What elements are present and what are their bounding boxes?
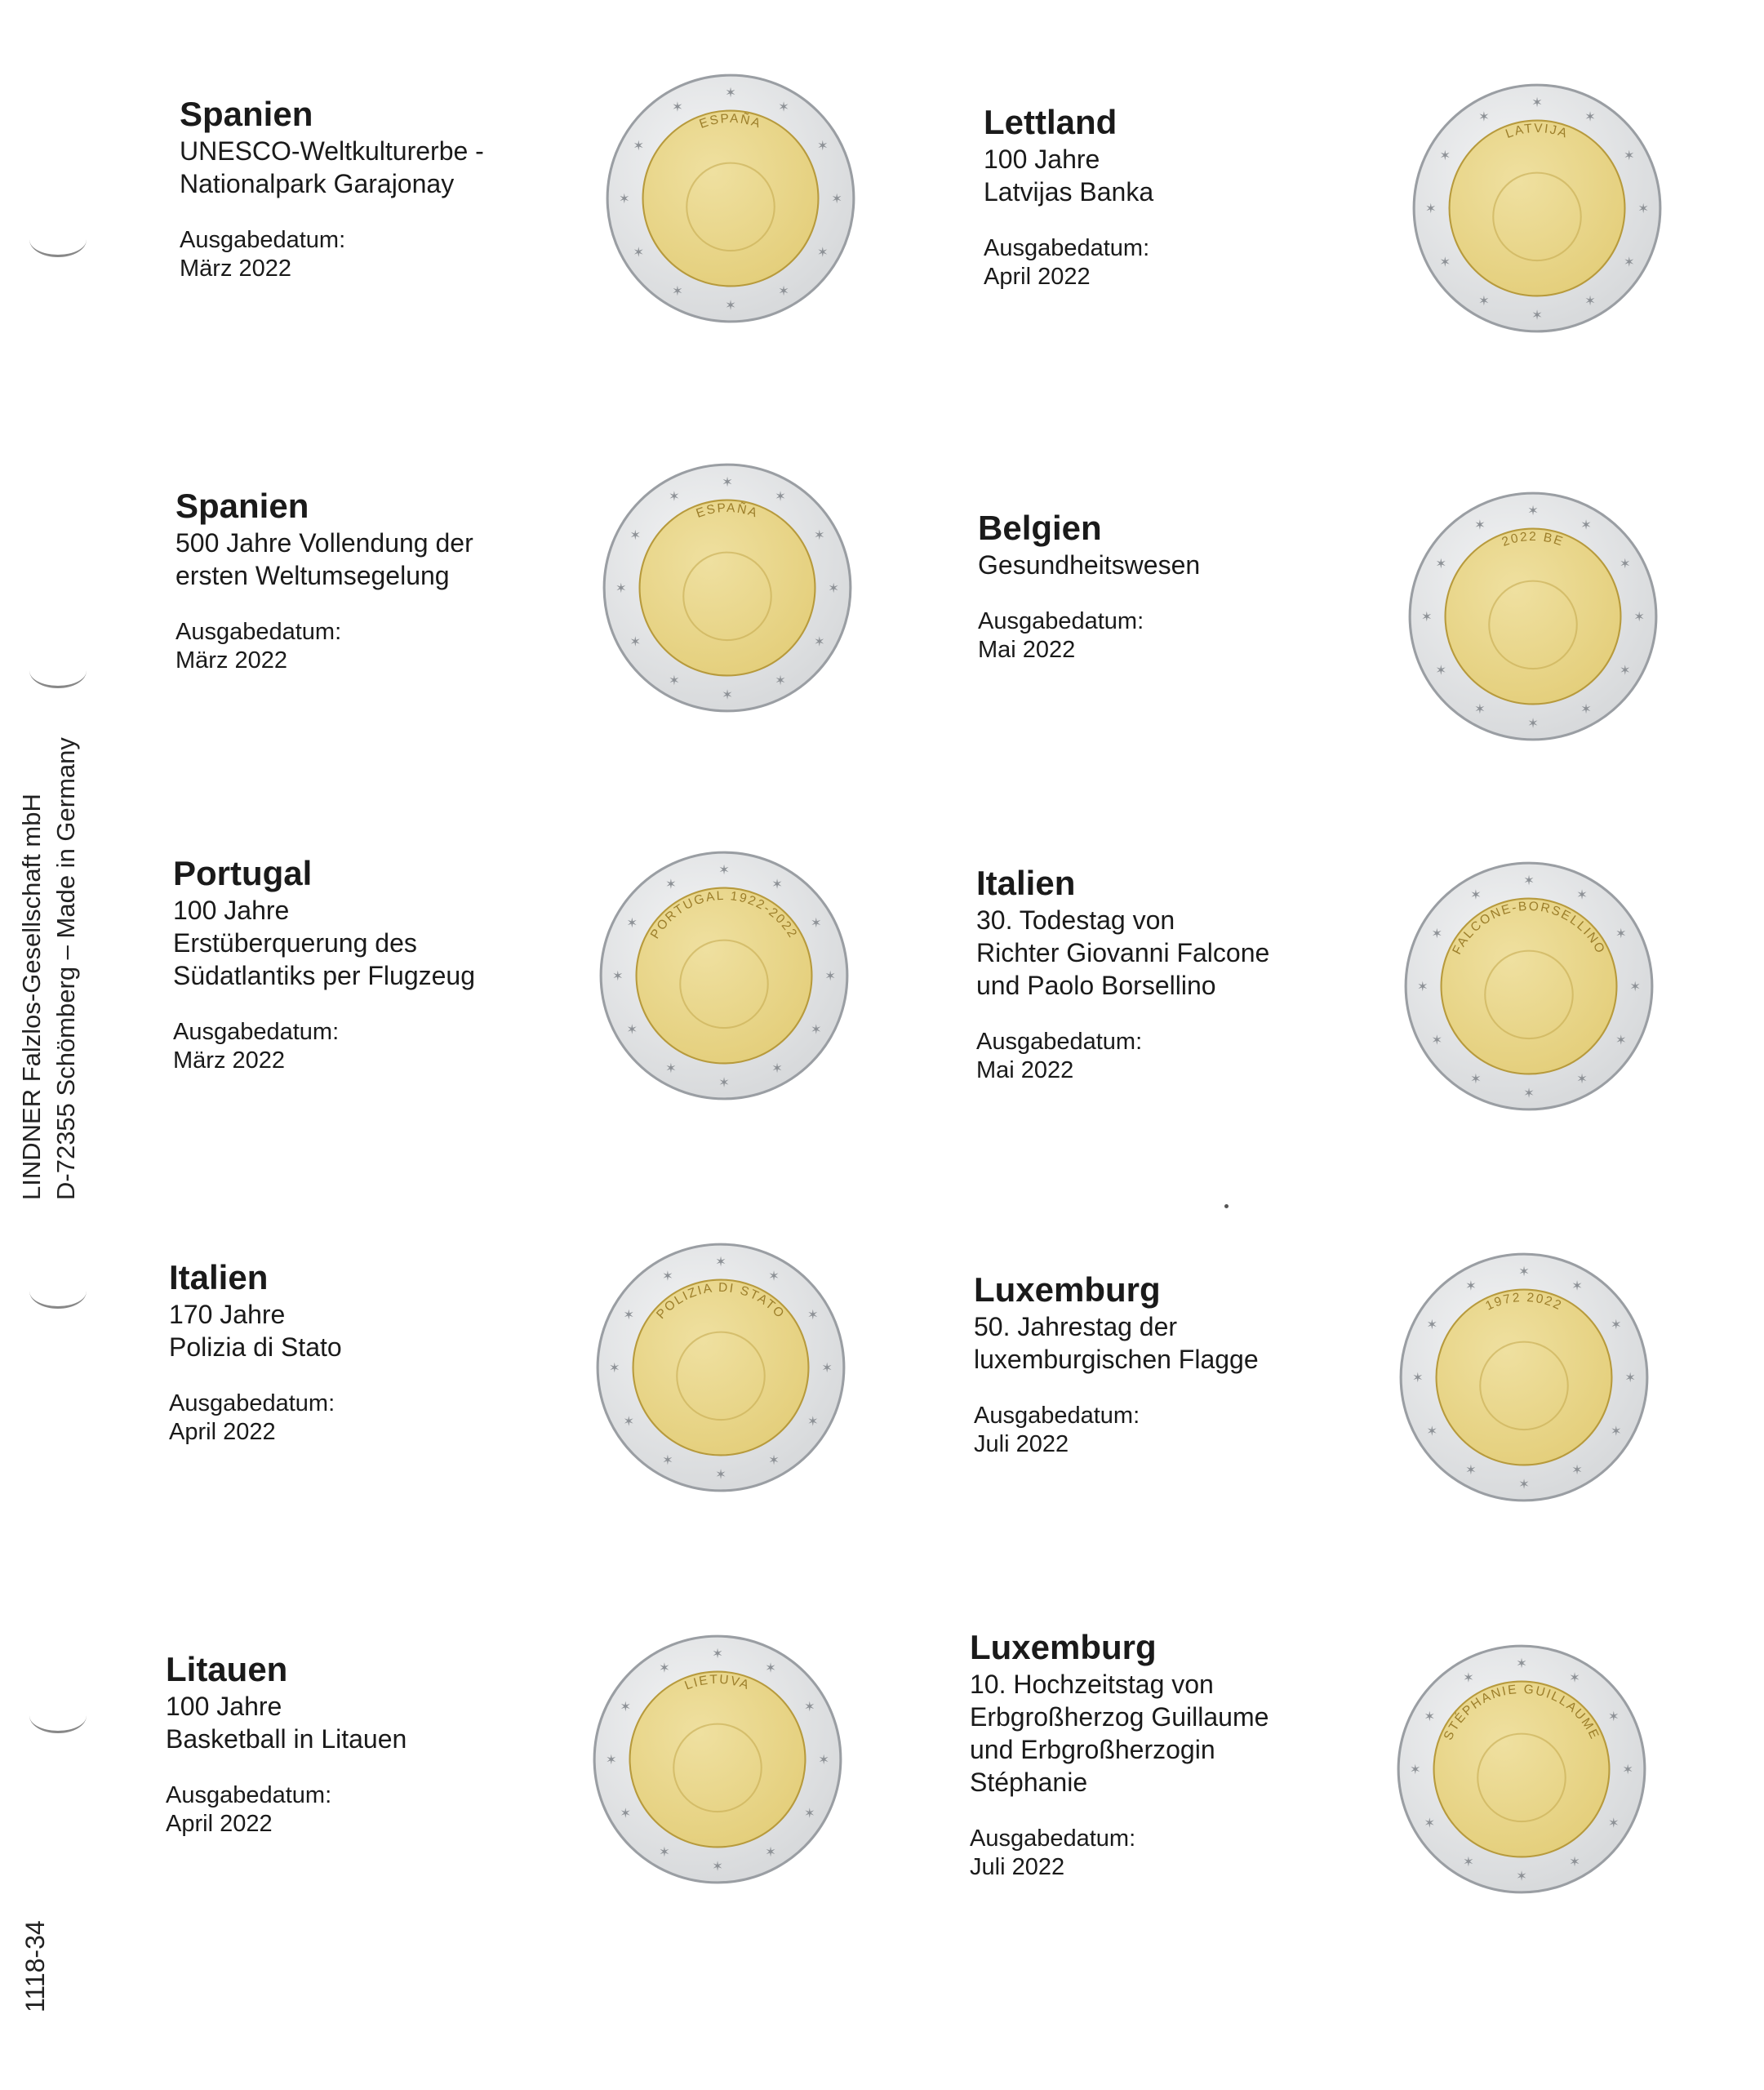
coin-entry [176,486,665,675]
issue-date-label: Ausgabedatum: [180,227,346,253]
svg-text:✶: ✶ [712,1646,723,1661]
issue-date: April 2022 [984,264,1091,290]
country-name: Luxemburg [970,1628,1157,1666]
svg-text:✶: ✶ [1464,1278,1477,1294]
coin-inscription: 1972 2022 [1483,1290,1565,1314]
coin-inscription: LATVIJA [1504,121,1571,141]
issue-date-label: Ausgabedatum: [173,1019,340,1045]
svg-text:✶: ✶ [765,1843,777,1860]
svg-text:✶: ✶ [806,1307,819,1323]
svg-text:✶: ✶ [633,138,645,154]
punch-hole-1 [29,222,87,257]
coin-image [591,1633,844,1886]
svg-text:✶: ✶ [1435,662,1447,678]
coin-description: Südatlantiks per Flugzeug [173,961,475,990]
coin-inscription: FALCONE-BORSELLINO [1450,899,1608,957]
svg-text:✶: ✶ [664,876,677,892]
svg-text:✶: ✶ [725,85,736,100]
coin-description: Latvijas Banka [984,177,1154,207]
coin-entry [984,102,1473,291]
coin-image [604,72,857,325]
issue-date-label: Ausgabedatum: [169,1390,335,1416]
coin-description: 100 Jahre [984,145,1100,174]
svg-text:✶: ✶ [1518,1476,1530,1492]
svg-text:✶: ✶ [828,580,840,597]
country-name: Spanien [176,487,309,525]
svg-text:✶: ✶ [623,1307,635,1323]
issue-date-label: Ausgabedatum: [976,1029,1143,1055]
issue-date: Juli 2022 [974,1431,1069,1457]
svg-text:✶: ✶ [1523,873,1535,888]
svg-text:✶: ✶ [1571,1278,1584,1294]
svg-text:✶: ✶ [658,1660,670,1676]
svg-text:✶: ✶ [1518,1264,1530,1279]
svg-text:✶: ✶ [1424,1815,1436,1831]
coin-image [1395,1643,1648,1896]
issue-date: März 2022 [180,256,292,282]
svg-text:✶: ✶ [725,297,736,314]
svg-text:✶: ✶ [1473,700,1486,717]
punch-hole-3 [29,1274,87,1309]
svg-text:✶: ✶ [668,488,680,505]
svg-text:✶: ✶ [664,1060,677,1076]
svg-text:✶: ✶ [1619,662,1631,678]
svg-text:✶: ✶ [1409,1762,1421,1778]
svg-text:✶: ✶ [1610,1317,1622,1333]
svg-text:✶: ✶ [816,244,829,260]
svg-text:✶: ✶ [1584,292,1597,309]
coin-description: luxemburgischen Flagge [974,1345,1259,1374]
country-name: Italien [169,1258,269,1296]
punch-hole-4 [29,1698,87,1733]
svg-text:✶: ✶ [608,1360,620,1376]
coin-image [601,461,854,714]
svg-text:✶: ✶ [623,1413,635,1430]
coin-description: UNESCO-Weltkulturerbe - [180,136,484,166]
svg-text:✶: ✶ [768,1452,780,1468]
publisher-name: LINDNER Falzlos-Gesellschaft mbH [17,794,46,1200]
svg-text:✶: ✶ [1527,715,1539,732]
svg-text:✶: ✶ [629,634,642,650]
svg-text:✶: ✶ [1469,887,1482,903]
svg-text:✶: ✶ [1571,1461,1584,1478]
coin-entry [976,863,1466,1085]
svg-text:✶: ✶ [775,488,787,505]
svg-text:✶: ✶ [1607,1815,1620,1831]
svg-text:✶: ✶ [813,527,825,544]
coin-inscription: POLIZIA DI STATO [654,1280,788,1322]
coin-image [1402,860,1655,1113]
issue-date: April 2022 [169,1419,276,1445]
issue-date-label: Ausgabedatum: [974,1403,1140,1429]
svg-text:✶: ✶ [1580,700,1593,717]
svg-text:✶: ✶ [1464,1461,1477,1478]
coin-entry [180,94,669,283]
svg-text:✶: ✶ [1569,1670,1581,1686]
svg-text:✶: ✶ [1439,254,1451,270]
coin-image [1397,1251,1651,1504]
svg-text:✶: ✶ [1516,1868,1527,1884]
issue-date-label: Ausgabedatum: [176,619,342,645]
svg-text:✶: ✶ [1531,95,1543,110]
coin-description: 50. Jahrestag der [974,1312,1178,1341]
coin-image [594,1241,847,1494]
coin-description: Basketball in Litauen [166,1724,407,1754]
country-name: Italien [976,864,1076,902]
svg-text:✶: ✶ [1580,517,1593,533]
coin-entry [970,1627,1460,1882]
publisher-address: D-72355 Schömberg – Made in Germany [51,737,80,1200]
svg-text:✶: ✶ [1424,201,1437,217]
svg-text:✶: ✶ [1624,1370,1637,1386]
svg-text:✶: ✶ [620,1699,632,1715]
coin-entry [173,853,663,1075]
svg-text:✶: ✶ [671,282,683,299]
svg-text:✶: ✶ [768,1268,780,1284]
svg-text:✶: ✶ [778,282,790,299]
svg-text:✶: ✶ [803,1699,815,1715]
coin-inscription: PORTUGAL 1922-2022 [647,888,801,942]
svg-text:✶: ✶ [618,191,630,207]
svg-text:✶: ✶ [1462,1670,1474,1686]
coin-description: 500 Jahre Vollendung der [176,528,473,558]
svg-text:✶: ✶ [1622,1762,1634,1778]
issue-date: Juli 2022 [970,1854,1065,1880]
issue-date-label: Ausgabedatum: [984,235,1150,261]
coin-entry [166,1649,655,1839]
svg-text:✶: ✶ [1629,979,1642,995]
svg-text:✶: ✶ [810,915,822,932]
coin-description: 10. Hochzeitstag von [970,1670,1214,1699]
svg-text:✶: ✶ [824,968,837,985]
svg-text:✶: ✶ [813,634,825,650]
coin-entry [978,508,1468,665]
coin-description: Stéphanie [970,1768,1088,1797]
svg-text:✶: ✶ [818,1752,830,1768]
svg-text:✶: ✶ [1623,148,1635,164]
coin-image [1411,82,1664,335]
coin-description: Nationalpark Garajonay [180,169,455,198]
svg-text:✶: ✶ [806,1413,819,1430]
svg-text:✶: ✶ [620,1805,632,1821]
svg-text:✶: ✶ [1477,109,1490,125]
country-name: Litauen [166,1650,288,1688]
svg-text:✶: ✶ [1619,556,1631,572]
country-name: Spanien [180,95,313,133]
coin-inscription: 2022 BE [1500,529,1566,549]
svg-text:✶: ✶ [1633,609,1646,625]
svg-text:✶: ✶ [1576,887,1588,903]
issue-date: April 2022 [166,1811,273,1837]
issue-date-label: Ausgabedatum: [978,608,1144,634]
issue-date: März 2022 [176,647,288,674]
svg-text:✶: ✶ [1623,254,1635,270]
coin-description: Erstüberquerung des [173,928,417,958]
svg-text:✶: ✶ [1584,109,1597,125]
svg-text:✶: ✶ [1576,1070,1588,1087]
svg-text:✶: ✶ [668,672,680,688]
country-name: Luxemburg [974,1270,1161,1309]
svg-text:✶: ✶ [1411,1370,1424,1386]
page-code: 1118-34 [20,1920,50,2012]
svg-text:✶: ✶ [611,968,624,985]
issue-date: Mai 2022 [976,1057,1074,1083]
svg-text:✶: ✶ [1431,1032,1443,1048]
svg-text:✶: ✶ [1420,609,1433,625]
svg-text:✶: ✶ [615,580,627,597]
svg-text:✶: ✶ [605,1752,617,1768]
svg-text:✶: ✶ [1527,503,1539,518]
svg-text:✶: ✶ [1531,307,1543,323]
svg-text:✶: ✶ [722,474,733,490]
issue-date: März 2022 [173,1047,286,1074]
coin-description: Polizia di Stato [169,1332,342,1362]
svg-text:✶: ✶ [1424,1709,1436,1725]
coin-inscription: STÉPHANIE GUILLAUME [1441,1682,1602,1743]
svg-text:✶: ✶ [1439,148,1451,164]
coin-inscription: ESPAÑA [697,111,764,131]
svg-text:✶: ✶ [1426,1317,1438,1333]
coin-description: 30. Todestag von [976,905,1175,935]
svg-text:✶: ✶ [1416,979,1429,995]
coin-entry [169,1257,659,1447]
coin-image [1406,490,1660,743]
svg-text:✶: ✶ [1610,1423,1622,1439]
issue-date-label: Ausgabedatum: [970,1825,1136,1852]
svg-text:✶: ✶ [718,1074,730,1091]
svg-text:✶: ✶ [715,1466,726,1483]
svg-text:✶: ✶ [1523,1085,1535,1101]
svg-text:✶: ✶ [1477,292,1490,309]
svg-text:✶: ✶ [1615,926,1627,942]
punch-hole-2 [29,653,87,688]
svg-text:✶: ✶ [1469,1070,1482,1087]
coin-description: Richter Giovanni Falcone [976,938,1270,967]
coin-description: Erbgroßherzog Guillaume [970,1702,1269,1732]
svg-text:✶: ✶ [633,244,645,260]
svg-text:✶: ✶ [1607,1709,1620,1725]
svg-text:✶: ✶ [722,687,733,703]
svg-text:✶: ✶ [821,1360,833,1376]
svg-text:✶: ✶ [715,1254,726,1270]
svg-text:✶: ✶ [771,1060,784,1076]
svg-text:✶: ✶ [718,862,730,878]
svg-text:✶: ✶ [778,99,790,115]
svg-text:✶: ✶ [626,1021,638,1038]
coin-description: und Paolo Borsellino [976,971,1216,1000]
svg-text:✶: ✶ [1615,1032,1627,1048]
svg-text:✶: ✶ [1637,201,1650,217]
country-name: Belgien [978,509,1102,547]
svg-text:✶: ✶ [775,672,787,688]
coin-description: 100 Jahre [166,1692,282,1721]
coin-description: Gesundheitswesen [978,550,1201,580]
svg-text:✶: ✶ [771,876,784,892]
svg-text:✶: ✶ [1473,517,1486,533]
svg-text:✶: ✶ [1569,1853,1581,1870]
svg-text:✶: ✶ [658,1843,670,1860]
svg-text:✶: ✶ [1516,1656,1527,1671]
publisher-imprint [15,737,104,1200]
speck [1224,1204,1229,1208]
coin-entry [974,1270,1464,1459]
svg-text:✶: ✶ [626,915,638,932]
svg-text:✶: ✶ [629,527,642,544]
svg-text:✶: ✶ [712,1858,723,1874]
coin-inscription: ESPAÑA [694,500,761,521]
svg-text:✶: ✶ [1426,1423,1438,1439]
svg-text:✶: ✶ [803,1805,815,1821]
svg-text:✶: ✶ [1431,926,1443,942]
country-name: Portugal [173,854,313,892]
coin-inscription: LIETUVA [682,1672,753,1693]
svg-text:✶: ✶ [1435,556,1447,572]
svg-text:✶: ✶ [661,1268,673,1284]
coin-description: und Erbgroßherzogin [970,1735,1215,1764]
svg-text:✶: ✶ [831,191,843,207]
svg-text:✶: ✶ [1462,1853,1474,1870]
coin-description: 100 Jahre [173,896,290,925]
svg-text:✶: ✶ [810,1021,822,1038]
coin-description: 170 Jahre [169,1300,286,1329]
issue-date-label: Ausgabedatum: [166,1782,332,1808]
coin-description: ersten Weltumsegelung [176,561,450,590]
svg-text:✶: ✶ [671,99,683,115]
svg-text:✶: ✶ [765,1660,777,1676]
svg-text:✶: ✶ [661,1452,673,1468]
coin-image [598,849,851,1102]
svg-text:✶: ✶ [816,138,829,154]
issue-date: Mai 2022 [978,637,1076,663]
country-name: Lettland [984,103,1117,141]
